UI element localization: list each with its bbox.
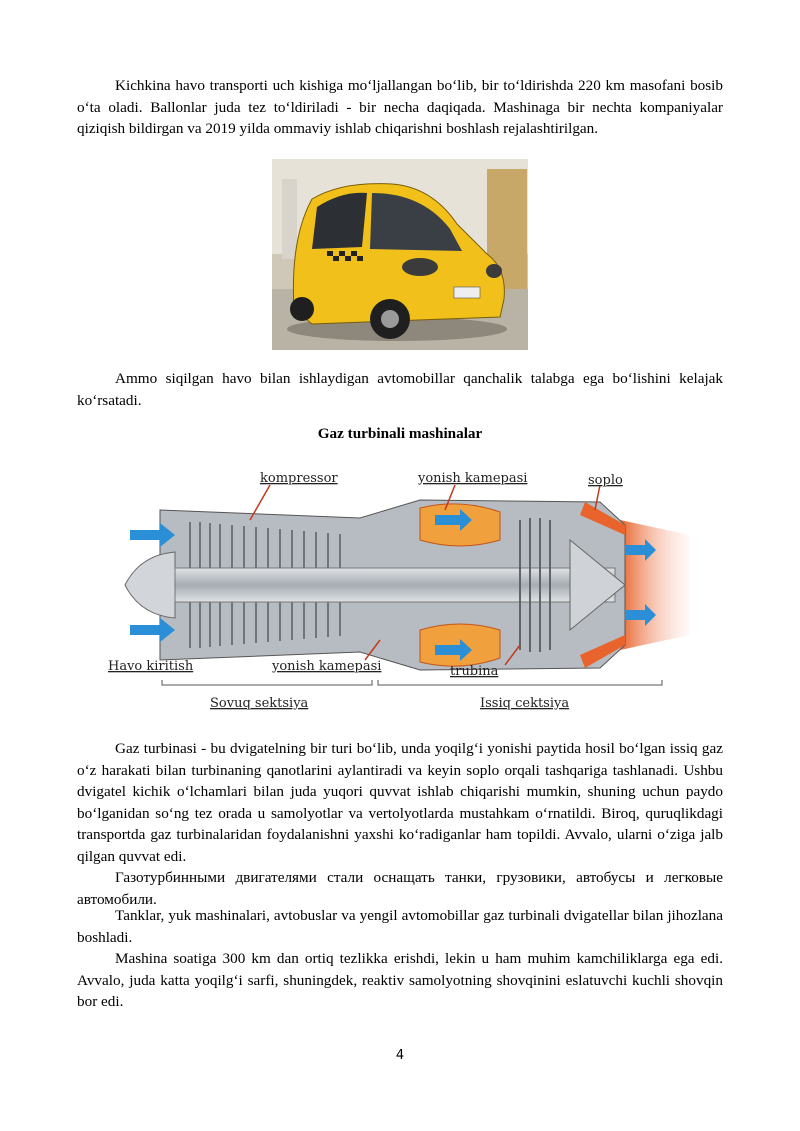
exhaust-plume (620, 520, 690, 650)
paragraph-6: Mashina soatiga 300 km dan ortiq tezlikka erishdi, lekin u ham muhim kamchiliklarga ega edi. Avvalo, juda katta yoqilg‘i sarfi, shuningdek, reaktiv samolyotning shovqinini eslatuvchi kuchli shovqin bor edi. (77, 950, 723, 1010)
paragraph-1: Kichkina havo transporti uch kishiga mo‘ljallangan bo‘lib, bir to‘ldirishda 220 km masofani bosib o‘ta oladi. Ballonlar juda tez to‘ldiriladi - bir necha daqiqada. Mashinaga bir nechta kompaniyalar qiziqish bildirgan va 2019 yilda ommaviy ishlab chiqarishni boshlash rejalashtirilgan. (77, 77, 723, 137)
paragraph-4-russian: Газотурбинными двигателями стали оснащать танки, грузовики, автобусы и легковые автомобили. (77, 869, 723, 908)
paragraph-3: Gaz turbinasi - bu dvigatelning bir turi bo‘lib, unda yoqilg‘i yonishi paytida hosil bo‘lgan issiq gaz o‘z harakati bilan turbinaning qanotlarini aylantiradi va keyin soplo orqali tashqariga tashlanadi. Ushbu dvigatel kichik o‘lchamlari bilan juda yuqori quvvat ishlab chiqarishi mumkin, shuning uchun paydo bo‘lganidan so‘ng tez orada u samolyotlar va vertolyotlarda mustahkam o‘rnatildi. Biroq, quruqlikdagi transportda gaz turbinalaridan foydalanishni yaxshi ko‘radiganlar ham topildi. Avvalo, ularni o‘ziga jalb qilgan quvvat edi. (77, 740, 723, 865)
label-yonish-kamerasi-bottom: yonish kamepasi (272, 659, 382, 674)
label-kompressor: kompressor (260, 471, 338, 486)
label-trubina: trubina (450, 664, 499, 679)
paragraph-5: Tanklar, yuk mashinalari, avtobuslar va yengil avtomobillar gaz turbinali dvigatellar bilan jihozlana boshladi. (77, 907, 723, 946)
section-heading: Gaz turbinali mashinalar (317, 425, 483, 442)
yellow-taxi-car-photo (272, 159, 528, 350)
label-havo-kiritish: Havo kiritish (108, 659, 194, 674)
gas-turbine-engine-diagram (100, 460, 700, 720)
label-sovuq-sektsiya: Sovuq sektsiya (210, 696, 309, 711)
label-issiq-sektsiya: Issiq cektsiya (480, 696, 570, 711)
label-soplo: soplo (588, 473, 623, 488)
paragraph-2: Ammo siqilgan havo bilan ishlaydigan avtomobillar qanchalik talabga ega bo‘lishini kelajak ko‘rsatadi. (77, 370, 723, 409)
page-number: 4 (395, 1048, 405, 1063)
label-yonish-kamerasi-top: yonish kamepasi (418, 471, 528, 486)
